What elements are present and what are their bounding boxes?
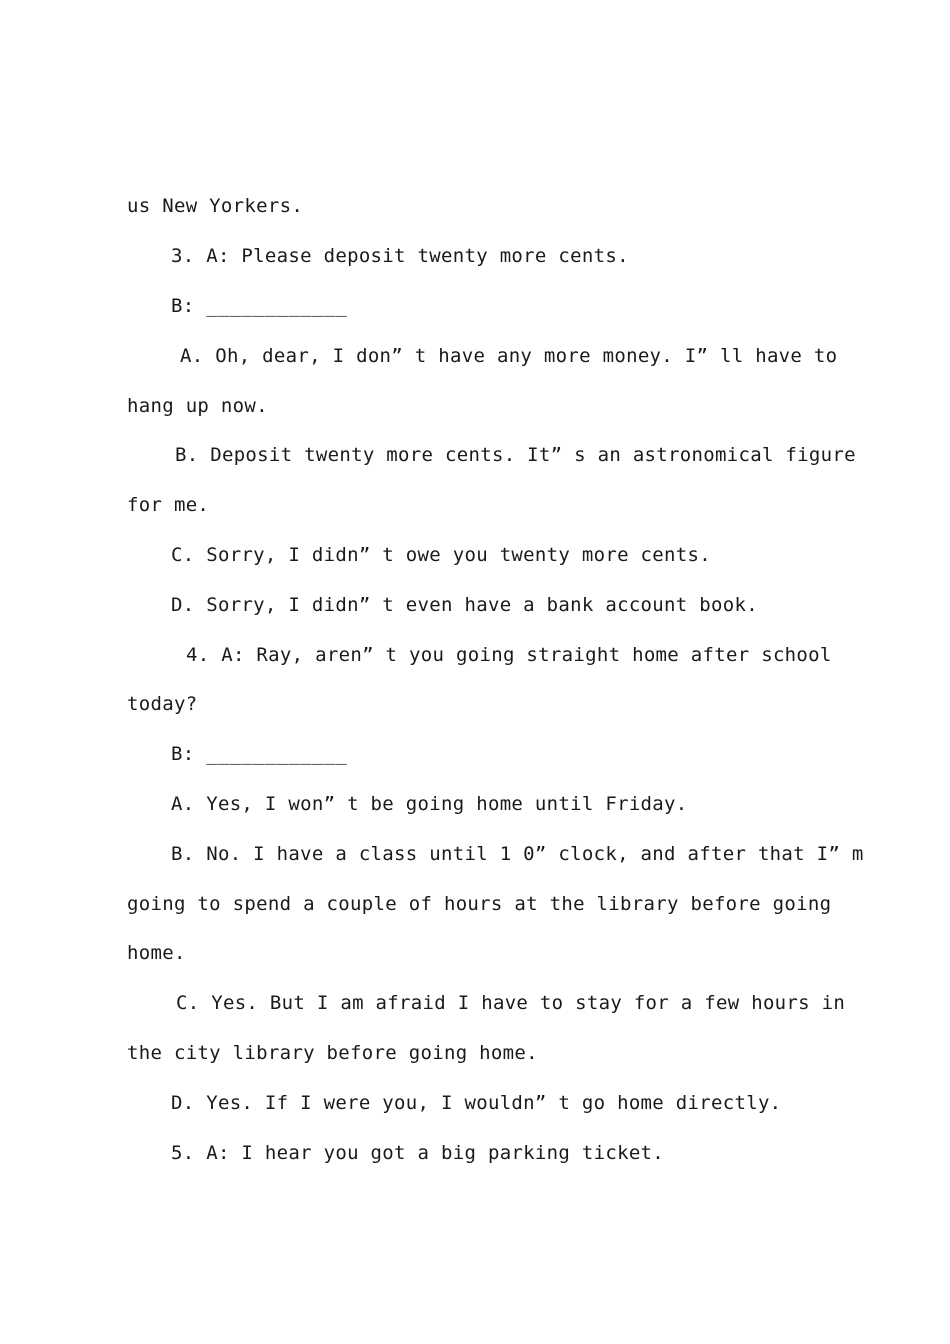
question-4-prompt: 4. A: Ray, aren” t you going straight home after school — [186, 644, 832, 666]
question-3-option-d: D. Sorry, I didn” t even have a bank account book. — [171, 594, 758, 616]
question-4-option-b-end: home. — [127, 942, 186, 964]
question-3-answer-blank: B: ____________ — [171, 295, 348, 317]
question-3-option-c: C. Sorry, I didn” t owe you twenty more cents. — [171, 544, 711, 566]
question-4-option-c: C. Yes. But I am afraid I have to stay for a few hours in — [176, 992, 846, 1014]
question-4-answer-blank: B: ____________ — [171, 743, 348, 765]
question-4-option-b: B. No. I have a class until 1 0” clock, and after that I” m — [171, 843, 864, 865]
question-3-option-b-continuation: for me. — [127, 494, 210, 516]
question-4-option-c-continuation: the city library before going home. — [127, 1042, 538, 1064]
question-3-prompt: 3. A: Please deposit twenty more cents. — [171, 245, 629, 267]
question-3-option-a: A. Oh, dear, I don” t have any more money. I” ll have to — [180, 345, 838, 367]
question-3-option-b: B. Deposit twenty more cents. It” s an astronomical figure — [175, 444, 856, 466]
question-4-option-b-continuation: going to spend a couple of hours at the library before going — [127, 893, 832, 915]
question-3-option-a-continuation: hang up now. — [127, 395, 268, 417]
question-4-prompt-continuation: today? — [127, 693, 198, 715]
text-line-continuation: us New Yorkers. — [127, 195, 304, 217]
question-4-option-d: D. Yes. If I were you, I wouldn” t go home directly. — [171, 1092, 782, 1114]
question-4-option-a: A. Yes, I won” t be going home until Friday. — [171, 793, 688, 815]
question-5-prompt: 5. A: I hear you got a big parking ticket. — [171, 1142, 665, 1164]
